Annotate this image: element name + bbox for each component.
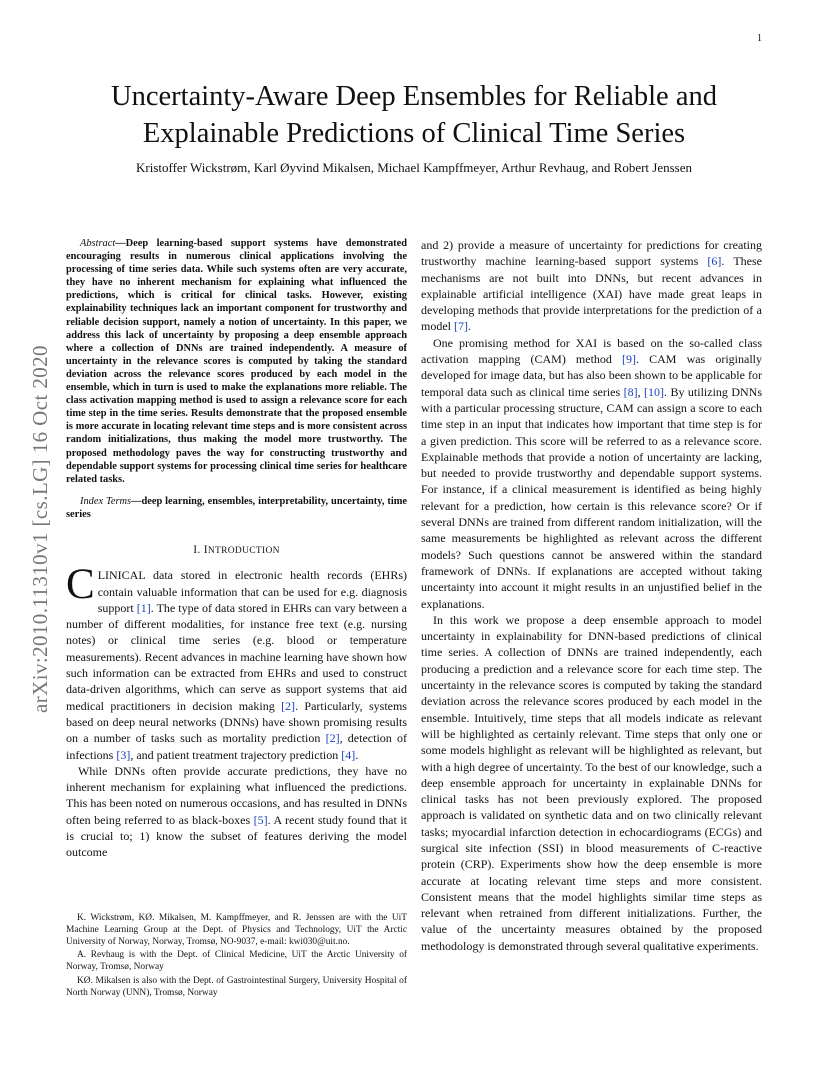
- text-span: , detection of infections: [66, 731, 407, 762]
- intro-paragraph-2: [66, 763, 407, 861]
- abstract: [66, 237, 407, 486]
- page-number: 1: [757, 33, 762, 44]
- text-span: .: [355, 747, 359, 762]
- right-column: [421, 237, 762, 954]
- text-span: .: [468, 319, 471, 334]
- text-span: . Particularly, systems based on deep neural networks (DNNs) have shown promising results on a number of tasks such as mortality prediction: [66, 698, 407, 746]
- footnote-affiliation-1: K. Wickstrøm, KØ. Mikalsen, M. Kampffmeyer, and R. Jenssen are with the UiT Machine Learning Group at the Dept. of Physics and Technology, UiT the Arctic University of Norway, Norway, Tromsø, NO-9037, e-mail: kwi030@uit.no.: [66, 913, 407, 947]
- citation-link[interactable]: [8]: [623, 384, 638, 399]
- left-column: [66, 237, 407, 861]
- text-span: . CAM was originally developed for image data, but has also been shown to be applicable for temporal data such as clinical time series: [421, 352, 762, 399]
- text-span: One promising method for XAI is based on the so-called class activation mapping (CAM) method: [421, 335, 762, 367]
- footnote-affiliation-3: KØ. Mikalsen is also with the Dept. of Gastrointestinal Surgery, University Hospital of North Norway (UNN), Tromsø, Norway: [66, 975, 407, 998]
- intro-paragraph-1: [66, 561, 407, 763]
- author-list: Kristoffer Wickstrøm, Karl Øyvind Mikalsen, Michael Kampffmeyer, Arthur Revhaug, and Robert Jenssen: [135, 160, 693, 175]
- citation-link[interactable]: [4]: [341, 747, 356, 762]
- citation-link[interactable]: [5]: [253, 812, 268, 827]
- right-paragraph-1: [421, 237, 762, 335]
- section-heading-introduction: [66, 542, 407, 559]
- citation-link[interactable]: [7]: [454, 319, 468, 334]
- section-title-initial: I: [203, 543, 208, 556]
- right-paragraph-3: In this work we propose a deep ensemble approach to model uncertainty in explainability for DNN-based predictions of clinical time series. A collection of DNNs are trained independently, each producing a prediction and a relevance score for each time step. The uncertainty in the relevance scores is computed by taking the standard deviation across the relevance scores produced by each model in the ensemble. Intuitively, time steps that all models indicate as relevant will be highlighted as certainly relevant. Time steps that only one or some models highlight as relevant will be highlighted as relevant, but with a high degree of uncertainty. To the best of our knowledge, such a deep ensemble approach for uncertainty in explainable DNNs for clinical tasks has not been previously explored. The proposed approach is validated on synthetic data and on two clinically relevant tasks; myocardial infarction detection in echocardiograms (ECGs) and surgical site infection (SSI) in blood measurements of C-reactive protein (CRP). Experiments show how the deep ensemble is more accurate at locating relevant time steps and more consistent. Consistent means that the model highlights similar time steps as relevant when retrained from different initializations. Further, the value of the uncertainty measures obtained by the proposed methodology is demonstrated through several qualitative experiments.: [421, 612, 762, 953]
- text-span: and 2) provide a measure of uncertainty for predictions for creating trustworthy machine learning-based support systems: [421, 238, 762, 269]
- citation-link[interactable]: [2]: [281, 698, 296, 713]
- text-span: ,: [637, 384, 645, 399]
- paper-title: Uncertainty-Aware Deep Ensembles for Reliable and Explainable Predictions of Clinical Time Series: [111, 81, 717, 149]
- index-terms-label: Index Terms: [80, 495, 132, 507]
- citation-link[interactable]: [9]: [622, 352, 637, 367]
- footnotes: [66, 913, 407, 1002]
- index-terms: [66, 495, 407, 521]
- text-span: . The type of data stored in EHRs can vary between a number of different modalities, for instance free text (e.g. nursing notes) or clinical time series (e.g. blood or temperature measurements). Recent advances in machine learning have shown how such information can be extracted from EHRs and used to construct data-driven algorithms, which can serve as support systems that aid medical practitioners in decision making: [66, 600, 407, 713]
- section-number: I.: [193, 543, 201, 556]
- dropcap-letter: C: [66, 561, 95, 609]
- citation-link[interactable]: [10]: [644, 384, 665, 399]
- footnote-affiliation-2: A. Revhaug is with the Dept. of Clinical Medicine, UiT the Arctic University of Norway, Tromsø, Norway: [66, 950, 407, 973]
- abstract-text: —Deep learning-based support systems have demonstrated encouraging results in numerous clinical applications involving the processing of time series data. While such systems often are very accurate, they have no inherent mechanism for explaining what influenced the predictions, which is critical for clinical tasks. However, existing explainability techniques lack an important component for trustworthy and reliable decision support, namely a notion of uncertainty. In this paper, we address this lack of uncertainty by proposing a deep ensemble approach where a collection of DNNs are trained independently. A measure of uncertainty in the relevance scores is computed by taking the standard deviation across the relevance scores produced by each model in the ensemble, which in turn is used to make the explanations more reliable. The class activation mapping method is used to assign a relevance score for each time step in the time series. Results demonstrate that the proposed ensemble is more accurate in locating relevant time steps and is more consistent across random initializations, thus making the model more trustworthy. The proposed methodology paves the way for constructing trustworthy and dependable support systems for processing clinical time series for healthcare related tasks.: [66, 238, 407, 485]
- arxiv-stamp: arXiv:2010.11310v1 [cs.LG] 16 Oct 2020: [28, 345, 52, 713]
- citation-link[interactable]: [2]: [325, 731, 340, 746]
- citation-link[interactable]: [6]: [707, 254, 722, 269]
- text-span: . By utilizing DNNs with a particular processing structure, CAM can assign a score to each time step in an input that indicates how important that time step is for a given prediction. This score will be referred to as a relevance score. Explainable methods that provide a notion of uncertainty are lacking, but needed to provide trustworthy and dependable support systems. For instance, if a clinical measurement is identified as being highly relevant for a prediction, how certain is this relevance score? Or if several DNNs are trained from different random initialization, will the same measurements be highlighted as relevant across the different models? Such questions cannot be answered within the standard framework of DNNs. If explanations are accepted without taking uncertainty into account it might results in an unjustified belief in the explanations.: [421, 384, 763, 611]
- section-title-rest: NTRODUCTION: [207, 545, 280, 556]
- citation-link[interactable]: [1]: [136, 600, 151, 615]
- index-terms-text: —deep learning, ensembles, interpretability, uncertainty, time series: [66, 495, 407, 520]
- text-span: , and patient treatment trajectory prediction: [130, 747, 342, 762]
- text-span: While DNNs often provide accurate predictions, they have no inherent mechanism for explaining what influenced the predictions. This has been noted on numerous occasions, and has resulted in DNNs often being referred to as black-boxes: [66, 763, 407, 827]
- text-span: LINICAL data stored in electronic health records (EHRs) contain valuable information that can be used for e.g. diagnosis support: [97, 568, 407, 615]
- right-paragraph-2: [421, 335, 762, 612]
- text-span: . A recent study found that it is crucial to; 1) know the subset of features deriving the model outcome: [66, 812, 407, 860]
- citation-link[interactable]: [3]: [116, 747, 131, 762]
- text-span: . These mechanisms are not built into DNNs, but recent advances in explainable artificial intelligence (XAI) have made great leaps in developing methods that provide interpretations for the prediction of a model: [421, 254, 762, 334]
- abstract-label: Abstract: [80, 238, 116, 249]
